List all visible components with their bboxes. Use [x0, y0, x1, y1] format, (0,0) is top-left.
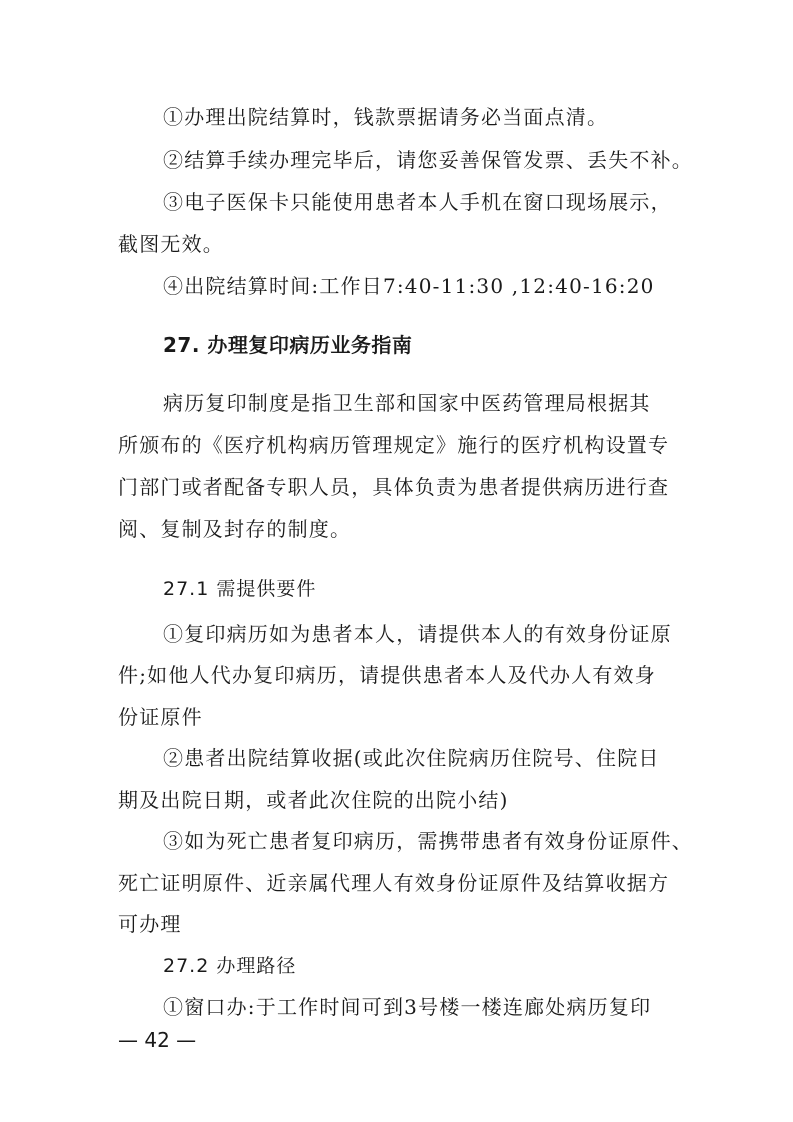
page-number: — 42 — [118, 1028, 197, 1052]
requirement-item-cont: 份证原件 [118, 705, 203, 729]
requirement-item: ②患者出院结算收据(或此次住院病历住院号、住院日 [163, 746, 660, 770]
requirement-item-cont: 期及出院日期，或者此次住院的出院小结) [118, 788, 509, 812]
note-invoice-keep: ②结算手续办理完毕后，请您妥善保管发票、丢失不补。 [163, 148, 693, 172]
section-heading-27: 27. 办理复印病历业务指南 [163, 333, 413, 357]
requirement-item: ①复印病历如为患者本人，请提供本人的有效身份证原 [163, 622, 672, 646]
note-cash-check: ①办理出院结算时，钱款票据请务必当面点清。 [163, 105, 609, 129]
note-e-insurance-card-cont: 截图无效。 [118, 232, 224, 256]
subsection-heading-27-2: 27.2 办理路径 [163, 955, 297, 977]
paragraph-line: 病历复印制度是指卫生部和国家中医药管理局根据其 [163, 391, 651, 415]
requirement-item-cont: 死亡证明原件、近亲属代理人有效身份证原件及结算收据方 [118, 871, 670, 895]
route-item: ①窗口办:于工作时间可到3号楼一楼连廊处病历复印 [163, 995, 652, 1019]
requirement-item-cont: 可办理 [118, 912, 182, 936]
paragraph-line: 门部门或者配备专职人员，具体负责为患者提供病历进行查 [118, 475, 670, 499]
note-e-insurance-card: ③电子医保卡只能使用患者本人手机在窗口现场展示， [163, 190, 672, 214]
subsection-heading-27-1: 27.1 需提供要件 [163, 578, 317, 600]
requirement-item: ③如为死亡患者复印病历，需携带患者有效身份证原件、 [163, 829, 693, 853]
requirement-item-cont: 件;如他人代办复印病历，请提供患者本人及代办人有效身 [118, 663, 656, 687]
paragraph-line: 阅、复制及封存的制度。 [118, 517, 352, 541]
note-settlement-hours: ④出院结算时间:工作日7:40-11:30 ,12:40-16:20 [163, 274, 655, 298]
paragraph-line: 所颁布的《医疗机构病历管理规定》施行的医疗机构设置专 [118, 433, 670, 457]
